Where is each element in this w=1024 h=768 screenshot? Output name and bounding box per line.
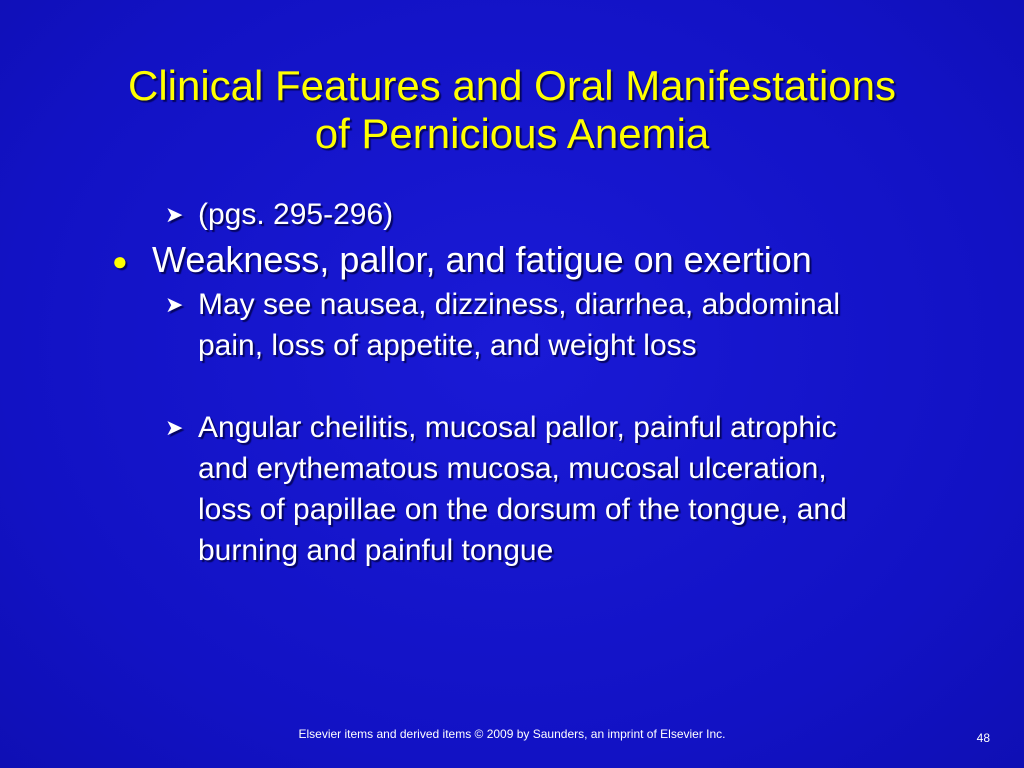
bullet-item-oral-findings <box>165 407 885 571</box>
arrow-bullet-icon: ➤ <box>165 415 184 440</box>
slide-footer: Elsevier items and derived items © 2009 by Saunders, an imprint of Elsevier Inc. <box>298 727 726 741</box>
arrow-bullet-icon: ➤ <box>165 202 184 227</box>
bullet-item-pages <box>165 194 885 235</box>
bullet-dot-icon: ● <box>112 246 128 276</box>
bullet-item-weakness <box>112 238 912 282</box>
bullet-text: Weakness, pallor, and fatigue on exertion <box>152 239 812 280</box>
bullet-item-symptoms <box>165 284 885 366</box>
page-number: 48 <box>976 731 990 745</box>
slide-title-line-2: of Pernicious Anemia <box>314 110 710 157</box>
bullet-text: May see nausea, dizziness, diarrhea, abdominal pain, loss of appetite, and weight loss <box>198 288 841 362</box>
slide-title <box>60 62 964 158</box>
slide-title-line-1: Clinical Features and Oral Manifestations <box>127 62 897 109</box>
bullet-text: Angular cheilitis, mucosal pallor, painful atrophic and erythematous mucosa, mucosal ulceration, loss of papillae on the dorsum of the tongue, and burning and painful tongue <box>198 411 847 567</box>
arrow-bullet-icon: ➤ <box>165 292 184 317</box>
bullet-text: (pgs. 295-296) <box>198 198 394 231</box>
